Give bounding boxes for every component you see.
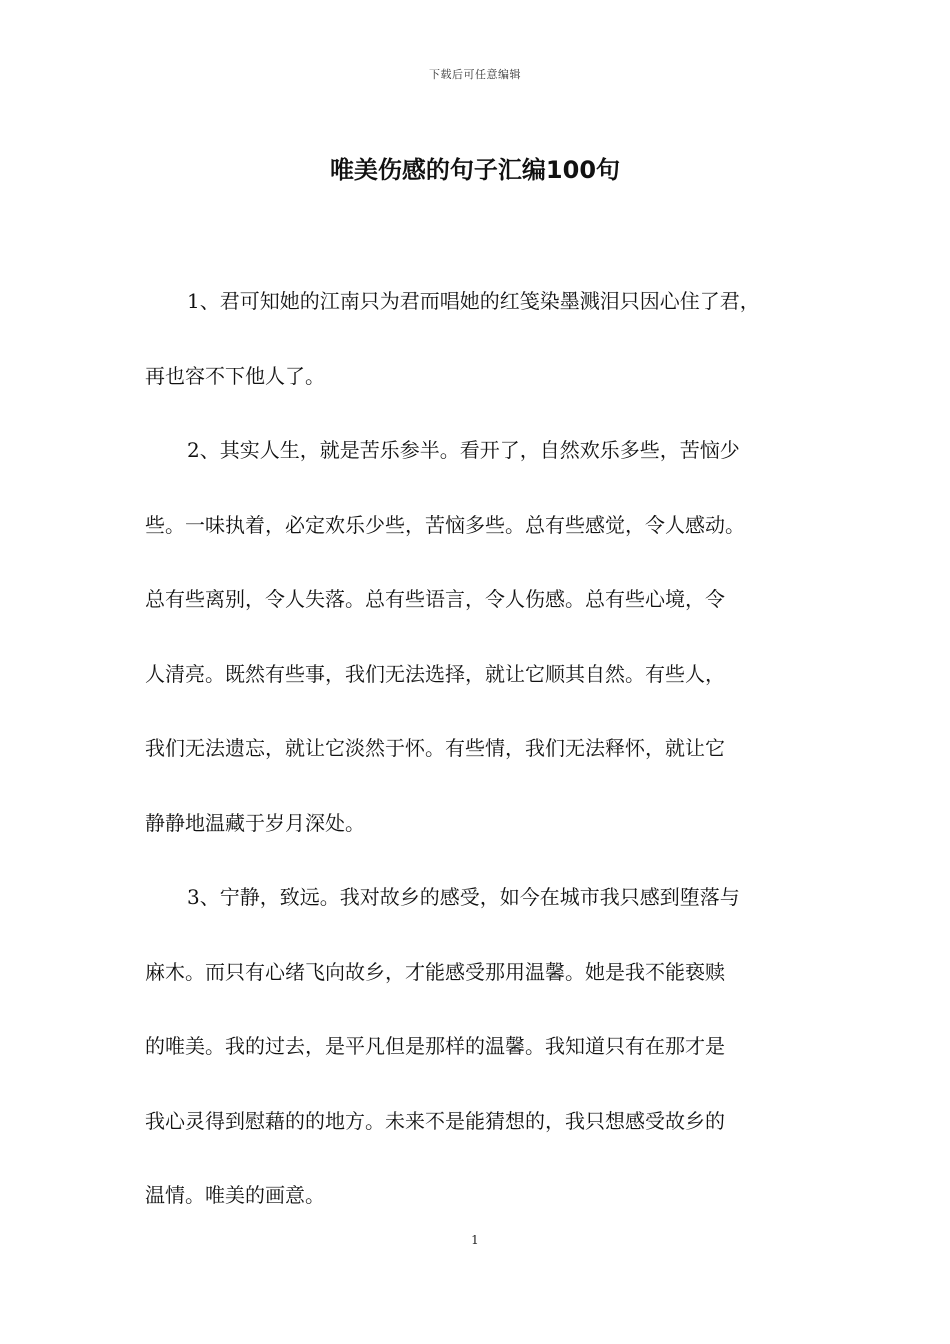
paragraph-2-line-1: 2、其实人生，就是苦乐参半。看开了，自然欢乐多些，苦恼少 xyxy=(187,438,740,462)
paragraph-2-line-4: 人清亮。既然有些事，我们无法选择，就让它顺其自然。有些人， xyxy=(145,662,725,686)
paragraph-3-line-5: 温情。唯美的画意。 xyxy=(145,1183,325,1207)
paragraph-1-line-1: 1、君可知她的江南只为君而唱她的红笺染墨溅泪只因心住了君， xyxy=(187,289,760,313)
header-note: 下载后可任意编辑 xyxy=(429,68,521,81)
paragraph-3-line-4: 我心灵得到慰藉的的地方。未来不是能猜想的，我只想感受故乡的 xyxy=(145,1109,725,1133)
document-title: 唯美伤感的句子汇编100句 xyxy=(329,156,621,184)
paragraph-3-line-1: 3、宁静，致远。我对故乡的感受，如今在城市我只感到堕落与 xyxy=(187,885,740,909)
paragraph-2-line-3: 总有些离别，令人失落。总有些语言，令人伤感。总有些心境，令 xyxy=(145,587,725,611)
paragraph-1-line-2: 再也容不下他人了。 xyxy=(145,364,325,388)
page-number: 1 xyxy=(471,1233,479,1247)
paragraph-2-line-2: 些。一味执着，必定欢乐少些，苦恼多些。总有些感觉，令人感动。 xyxy=(145,513,745,537)
paragraph-2-line-6: 静静地温藏于岁月深处。 xyxy=(145,811,365,835)
paragraph-3-line-2: 麻木。而只有心绪飞向故乡，才能感受那用温馨。她是我不能亵赎 xyxy=(145,960,725,984)
paragraph-3-line-3: 的唯美。我的过去，是平凡但是那样的温馨。我知道只有在那才是 xyxy=(145,1034,725,1058)
paragraph-2-line-5: 我们无法遗忘，就让它淡然于怀。有些情，我们无法释怀，就让它 xyxy=(145,736,725,760)
